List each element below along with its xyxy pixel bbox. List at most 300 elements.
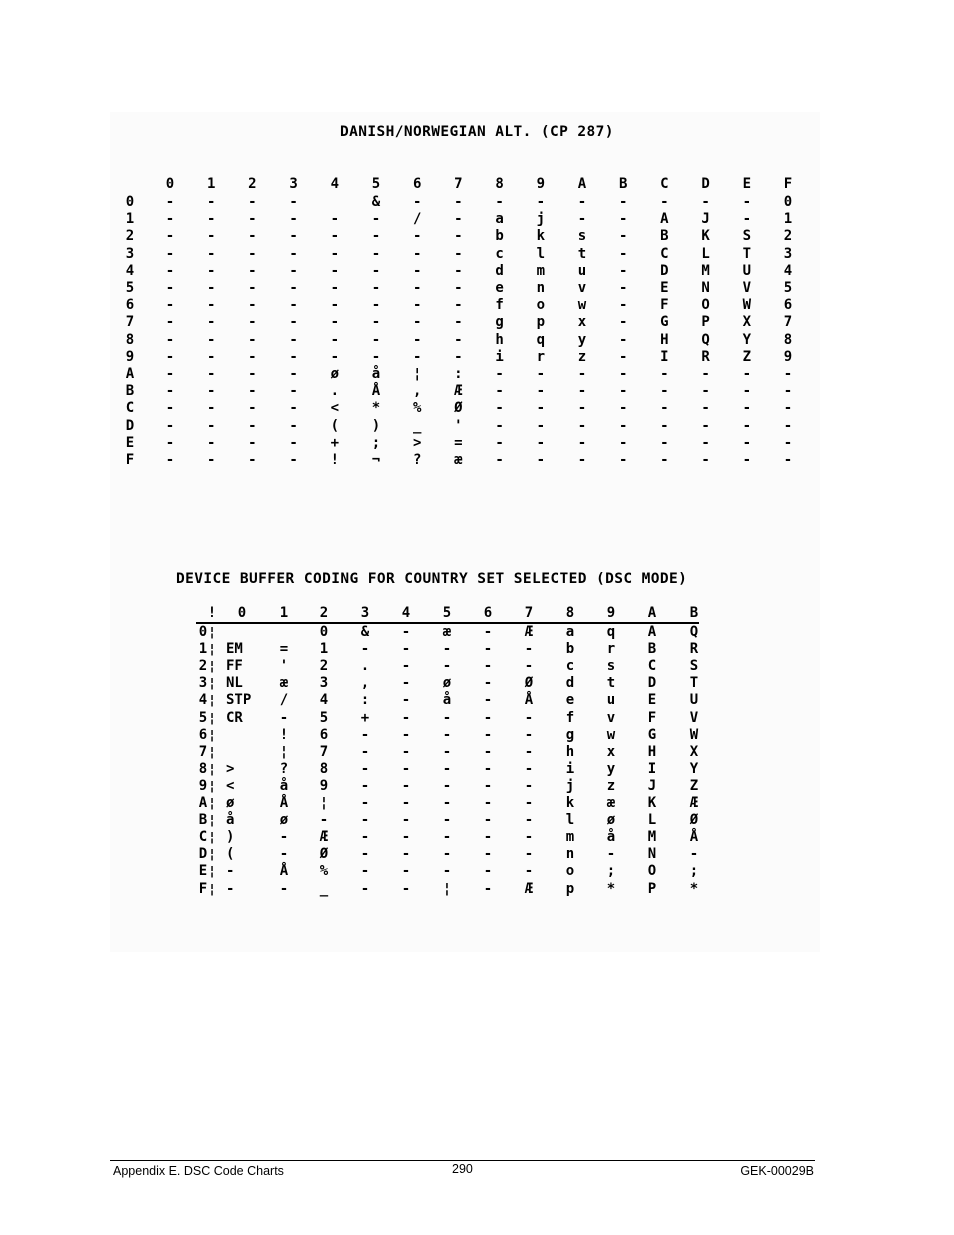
code-cell: 5 [783,280,793,296]
code-cell: - [371,262,381,279]
code-cell: p [536,314,546,331]
code-cell: 3 [783,245,793,262]
code-cell: - [742,383,752,400]
code-cell: Å [689,829,699,846]
code-cell: - [442,777,452,794]
code-cell: NL [226,675,243,692]
code-cell: - [401,760,411,777]
column-header: 3 [289,176,298,192]
code-cell: D [660,262,669,279]
row-divider: ¦ [208,727,216,743]
code-cell: - [371,280,381,296]
code-cell: - [206,297,216,314]
code-cell: A [647,624,657,640]
code-cell: & [371,194,381,210]
code-cell: EM [226,641,243,658]
code-cell: - [206,194,216,210]
code-cell: - [206,348,216,365]
code-cell: K [647,795,657,811]
code-cell: - [442,658,452,675]
code-cell: ! [330,452,340,468]
code-cell: + [360,709,370,726]
code-cell: x [577,314,587,331]
code-cell: X [742,314,752,331]
code-cell: f [495,297,504,314]
code-cell: - [165,194,175,210]
code-cell: % [319,863,329,880]
code-cell: - [248,280,257,296]
code-cell: - [742,452,752,468]
code-cell: - [401,641,411,658]
code-cell: q [536,331,546,348]
code-cell: ' [279,658,289,675]
code-cell: _ [319,880,329,897]
table1-title: DANISH/NORWEGIAN ALT. (CP 287) [340,124,614,140]
code-cell: g [565,726,575,743]
code-cell: FF [226,658,243,675]
code-cell: - [206,211,216,228]
code-cell: - [206,417,216,434]
code-cell: Ø [689,812,699,829]
code-cell: w [577,297,587,314]
code-cell: / [412,211,422,228]
code-cell: - [248,331,257,348]
code-cell: - [165,331,175,348]
column-header: 1 [206,176,216,192]
code-cell: - [330,211,340,228]
code-cell: - [524,641,534,658]
code-cell: - [330,297,340,314]
code-cell: V [742,280,752,296]
code-cell: - [360,760,370,777]
row-header: B [198,812,208,829]
code-cell: & [360,624,370,640]
row-header: 9 [198,777,208,794]
code-cell: - [279,880,289,897]
code-cell: - [330,314,340,331]
code-cell: T [689,675,699,692]
code-cell: 2 [319,658,329,675]
code-cell: P [701,314,710,331]
column-header: 8 [565,605,575,621]
code-cell: - [401,777,411,794]
code-cell: ø [330,366,340,382]
code-cell: ! [279,726,289,743]
code-cell: - [206,366,216,382]
code-cell: ; [606,863,616,880]
code-cell: 5 [319,709,329,726]
row-divider: ¦ [208,761,216,777]
code-cell: - [206,314,216,331]
code-cell: - [401,880,411,897]
column-header: 8 [495,176,504,192]
code-cell: - [248,383,257,400]
code-cell: - [577,434,587,451]
code-cell: y [606,760,616,777]
code-cell: 1 [319,641,329,658]
code-cell: - [618,348,628,365]
code-cell: - [360,829,370,846]
footer-section-title: Appendix E. DSC Code Charts [113,1164,284,1178]
code-cell: - [412,348,422,365]
code-cell: - [442,709,452,726]
code-cell: i [565,760,575,777]
code-cell: - [618,383,628,400]
code-cell: - [524,812,534,829]
code-cell: * [371,400,381,417]
code-cell: - [742,194,752,210]
code-cell: t [577,245,587,262]
code-cell: . [330,383,340,400]
code-cell: - [483,760,493,777]
code-cell: - [401,709,411,726]
code-cell: - [495,194,504,210]
code-cell: - [330,228,340,245]
code-cell: o [536,297,546,314]
code-cell: - [483,658,493,675]
code-cell: m [536,262,546,279]
row-header: 6 [125,297,135,314]
code-cell: ¬ [371,452,381,468]
code-cell: - [401,829,411,846]
code-cell: ø [279,812,289,829]
code-cell: - [289,366,298,382]
row-divider: ¦ [208,881,216,897]
code-cell: - [524,846,534,863]
code-cell: - [248,194,257,210]
code-cell: - [577,366,587,382]
code-cell: B [660,228,669,245]
code-cell: Æ [689,795,699,811]
column-header: E [742,176,752,192]
code-cell: - [618,452,628,468]
code-cell: - [206,228,216,245]
row-divider: ¦ [208,830,216,846]
code-cell: - [454,245,463,262]
code-cell: - [206,383,216,400]
code-cell: - [360,641,370,658]
code-cell: N [701,280,710,296]
code-cell: d [495,262,504,279]
code-cell: M [647,829,657,846]
code-cell: ¦ [442,880,452,897]
code-cell: U [742,262,752,279]
code-cell: - [319,812,329,829]
code-cell: - [536,194,546,210]
code-cell: - [618,280,628,296]
code-cell: 6 [783,297,793,314]
row-divider: ¦ [208,693,216,709]
code-cell: - [524,743,534,760]
code-cell: - [524,795,534,811]
column-header: C [660,176,669,192]
code-cell: - [401,743,411,760]
code-cell: - [401,692,411,709]
code-cell: - [289,417,298,434]
code-cell: - [783,400,793,417]
code-cell: - [483,624,493,640]
code-cell: f [565,709,575,726]
code-cell: - [701,400,710,417]
code-cell: - [495,417,504,434]
code-cell: - [279,846,289,863]
column-header: 4 [330,176,340,192]
code-cell: - [206,452,216,468]
row-divider: ¦ [208,642,216,658]
code-cell: s [606,658,616,675]
code-cell: - [165,314,175,331]
code-cell: - [206,400,216,417]
code-cell: - [279,829,289,846]
code-cell: ; [689,863,699,880]
code-cell: - [495,452,504,468]
code-cell: - [536,417,546,434]
code-cell: F [660,297,669,314]
row-header: 1 [125,211,135,228]
row-header: C [125,400,135,417]
code-cell: - [524,709,534,726]
code-cell: 4 [783,262,793,279]
column-header: 7 [524,605,534,621]
code-cell: - [660,366,669,382]
code-cell: - [206,280,216,296]
code-cell: - [442,829,452,846]
code-cell: - [483,641,493,658]
code-cell: - [371,211,381,228]
row-header: 7 [198,743,208,760]
code-cell: æ [279,675,289,692]
code-cell: - [524,658,534,675]
code-cell: W [689,726,699,743]
code-cell: æ [454,452,463,468]
code-cell: - [660,383,669,400]
code-cell: 0 [319,624,329,640]
row-header: A [198,795,208,811]
code-cell: m [565,829,575,846]
code-cell: Ø [524,675,534,692]
code-cell: J [701,211,710,228]
code-cell: - [618,194,628,210]
row-header: A [125,366,135,382]
row-header: D [198,846,208,863]
row-header: 2 [125,228,135,245]
row-header: 0 [125,194,135,210]
code-cell: 0 [783,194,793,210]
code-cell: B [647,641,657,658]
code-cell: K [701,228,710,245]
code-cell: - [330,348,340,365]
code-cell: j [565,777,575,794]
code-cell: G [660,314,669,331]
code-cell: z [577,348,587,365]
code-cell: - [577,452,587,468]
code-cell: - [454,194,463,210]
code-cell: R [689,641,699,658]
code-cell: - [701,366,710,382]
code-cell: STP [226,692,252,709]
code-cell: - [165,434,175,451]
code-cell: - [412,262,422,279]
code-cell: r [536,348,546,365]
code-cell: - [412,194,422,210]
code-cell: l [536,245,546,262]
code-cell: 9 [783,348,793,365]
code-cell: p [565,880,575,897]
row-header: 4 [125,262,135,279]
code-cell: - [442,846,452,863]
code-cell: - [371,331,381,348]
footer-document-id: GEK-00029B [740,1164,814,1178]
table2-title: DEVICE BUFFER CODING FOR COUNTRY SET SELECTED (DSC MODE) [176,571,688,587]
code-cell: E [647,692,657,709]
row-header: E [198,863,208,880]
code-cell: - [483,675,493,692]
code-cell: - [226,863,235,880]
code-cell: ) [226,829,235,846]
code-cell: - [483,846,493,863]
code-cell: X [689,743,699,760]
code-cell: - [289,262,298,279]
code-cell: - [401,795,411,811]
code-cell: - [524,777,534,794]
code-cell: - [248,245,257,262]
code-cell: h [495,331,504,348]
code-cell: - [330,280,340,296]
code-cell: U [689,692,699,709]
code-cell: Å [279,795,289,811]
code-cell: S [742,228,752,245]
code-cell: ( [226,846,235,863]
code-cell: 2 [783,228,793,245]
row-header: 8 [125,331,135,348]
column-header: B [618,176,628,192]
code-cell: - [618,262,628,279]
code-cell: e [565,692,575,709]
code-cell: å [371,366,381,382]
code-cell: - [454,211,463,228]
code-cell: - [165,211,175,228]
column-header: 7 [454,176,463,192]
code-cell: - [618,297,628,314]
code-cell: - [742,434,752,451]
code-cell: Y [742,331,752,348]
code-cell: - [618,314,628,331]
code-cell: - [165,400,175,417]
code-cell: v [606,709,616,726]
code-cell: - [618,245,628,262]
code-cell: , [360,675,370,692]
code-cell: - [701,194,710,210]
code-cell: - [454,262,463,279]
code-cell: ¦ [279,743,289,760]
code-cell: - [371,297,381,314]
code-cell: - [360,795,370,811]
code-cell: C [660,245,669,262]
code-cell: Z [689,777,699,794]
code-cell: 4 [319,692,329,709]
code-cell: - [401,846,411,863]
code-cell: I [660,348,669,365]
code-cell: Ø [454,400,463,417]
code-cell: - [248,297,257,314]
code-cell: - [360,880,370,897]
code-cell: c [495,245,504,262]
code-cell: P [647,880,657,897]
footer-page-number: 290 [452,1162,473,1176]
code-cell: - [577,211,587,228]
code-cell: - [442,795,452,811]
code-cell: 8 [319,760,329,777]
code-cell: 8 [783,331,793,348]
code-cell: - [401,675,411,692]
code-cell: - [783,452,793,468]
column-header: B [689,605,699,621]
column-header: 4 [401,605,411,621]
row-header: 1 [198,641,208,658]
code-cell: - [783,434,793,451]
code-cell: h [565,743,575,760]
code-cell: æ [606,795,616,811]
row-divider: ¦ [208,676,216,692]
code-cell: k [565,795,575,811]
code-cell: - [401,812,411,829]
code-cell: - [289,280,298,296]
code-cell: : [454,366,463,382]
code-cell: - [618,211,628,228]
code-cell: Å [279,863,289,880]
code-cell: N [647,846,657,863]
column-header: 9 [536,176,546,192]
code-cell: - [660,434,669,451]
row-header: 2 [198,658,208,675]
row-header: F [198,880,208,897]
code-cell: - [360,726,370,743]
code-cell: ' [454,417,463,434]
header-corner-divider: ! [207,605,217,621]
code-cell: - [289,452,298,468]
code-cell: I [647,760,657,777]
column-header: A [577,176,587,192]
code-cell: - [248,366,257,382]
code-cell: ( [330,417,340,434]
row-header: B [125,383,135,400]
code-cell: - [660,452,669,468]
code-cell: - [289,348,298,365]
code-cell: å [279,777,289,794]
column-header: F [783,176,793,192]
code-cell: d [565,675,575,692]
code-cell: = [279,641,289,658]
code-cell: - [454,228,463,245]
code-cell: - [165,452,175,468]
code-cell: Æ [319,829,329,846]
code-cell: - [360,743,370,760]
row-header: 5 [125,280,135,296]
code-cell: 7 [319,743,329,760]
code-cell: - [289,228,298,245]
code-cell: . [360,658,370,675]
code-cell: - [360,777,370,794]
code-cell: - [783,417,793,434]
code-cell: - [618,400,628,417]
code-cell: å [226,812,235,829]
code-cell: - [783,366,793,382]
row-header: 8 [198,760,208,777]
code-cell: W [742,297,752,314]
code-cell: _ [412,417,422,434]
code-cell: x [606,743,616,760]
column-header: A [647,605,657,621]
